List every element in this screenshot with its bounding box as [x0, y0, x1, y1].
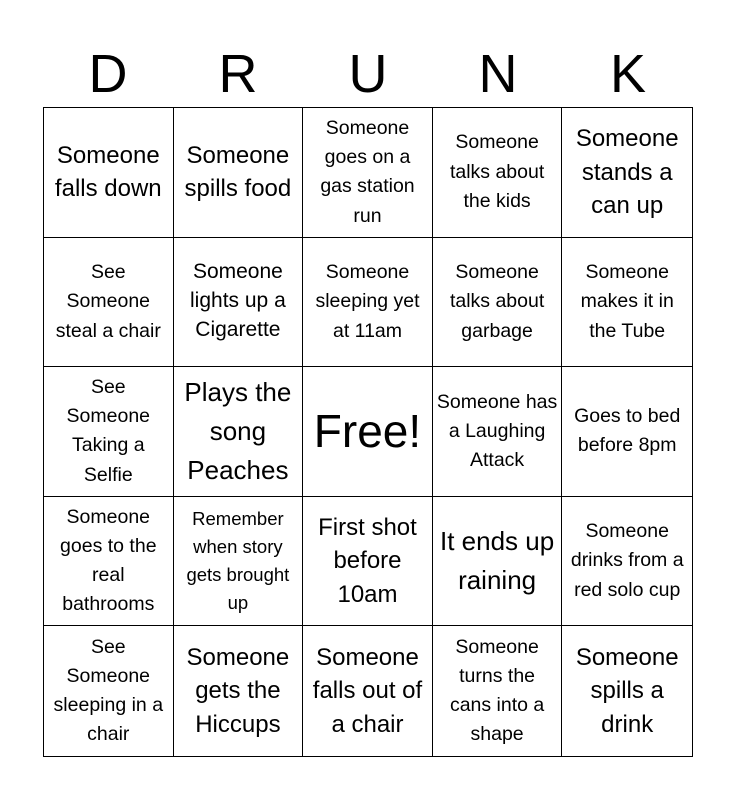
- bingo-cell: See Someone Taking a Selfie: [44, 367, 174, 497]
- bingo-cell: Someone goes on a gas station run: [303, 108, 433, 238]
- bingo-cell: Goes to bed before 8pm: [562, 367, 692, 497]
- bingo-cell: Someone has a Laughing Attack: [433, 367, 563, 497]
- bingo-cell: See Someone steal a chair: [44, 238, 174, 368]
- bingo-cell: Someone goes to the real bathrooms: [44, 497, 174, 627]
- header-letter-n: N: [478, 44, 518, 104]
- bingo-cell: Someone spills food: [174, 108, 304, 238]
- bingo-cell: Plays the song Peaches: [174, 367, 304, 497]
- bingo-cell: First shot before 10am: [303, 497, 433, 627]
- free-space-cell: Free!: [303, 367, 433, 497]
- header-letter-r: R: [218, 44, 258, 104]
- bingo-cell: Someone sleeping yet at 11am: [303, 238, 433, 368]
- bingo-cell: Someone spills a drink: [575, 643, 679, 738]
- bingo-cell: Someone turns the cans into a shape: [433, 626, 563, 756]
- bingo-cell: Someone falls down: [44, 108, 174, 238]
- bingo-cell: Someone falls out of a chair: [303, 626, 433, 756]
- bingo-cell: Someone talks about the kids: [433, 108, 563, 238]
- bingo-cell: It ends up raining: [433, 497, 563, 627]
- bingo-header: [43, 40, 693, 108]
- bingo-grid: [43, 107, 693, 757]
- header-letter-d: D: [88, 44, 128, 104]
- bingo-cell: Someone makes it in the Tube: [562, 238, 692, 368]
- bingo-cell: Someone drinks from a red solo cup: [562, 497, 692, 627]
- bingo-cell: Someone stands a can up: [562, 108, 692, 238]
- bingo-cell: Remember when story gets brought up: [174, 497, 304, 627]
- header-letter-k: K: [609, 44, 647, 104]
- header-letter-u: U: [348, 44, 388, 104]
- bingo-cell: Someone gets the Hiccups: [174, 626, 304, 756]
- bingo-cell: Someone lights up a Cigarette: [174, 238, 304, 368]
- bingo-cell: See Someone sleeping in a chair: [44, 626, 174, 756]
- bingo-cell: Someone talks about garbage: [433, 238, 563, 368]
